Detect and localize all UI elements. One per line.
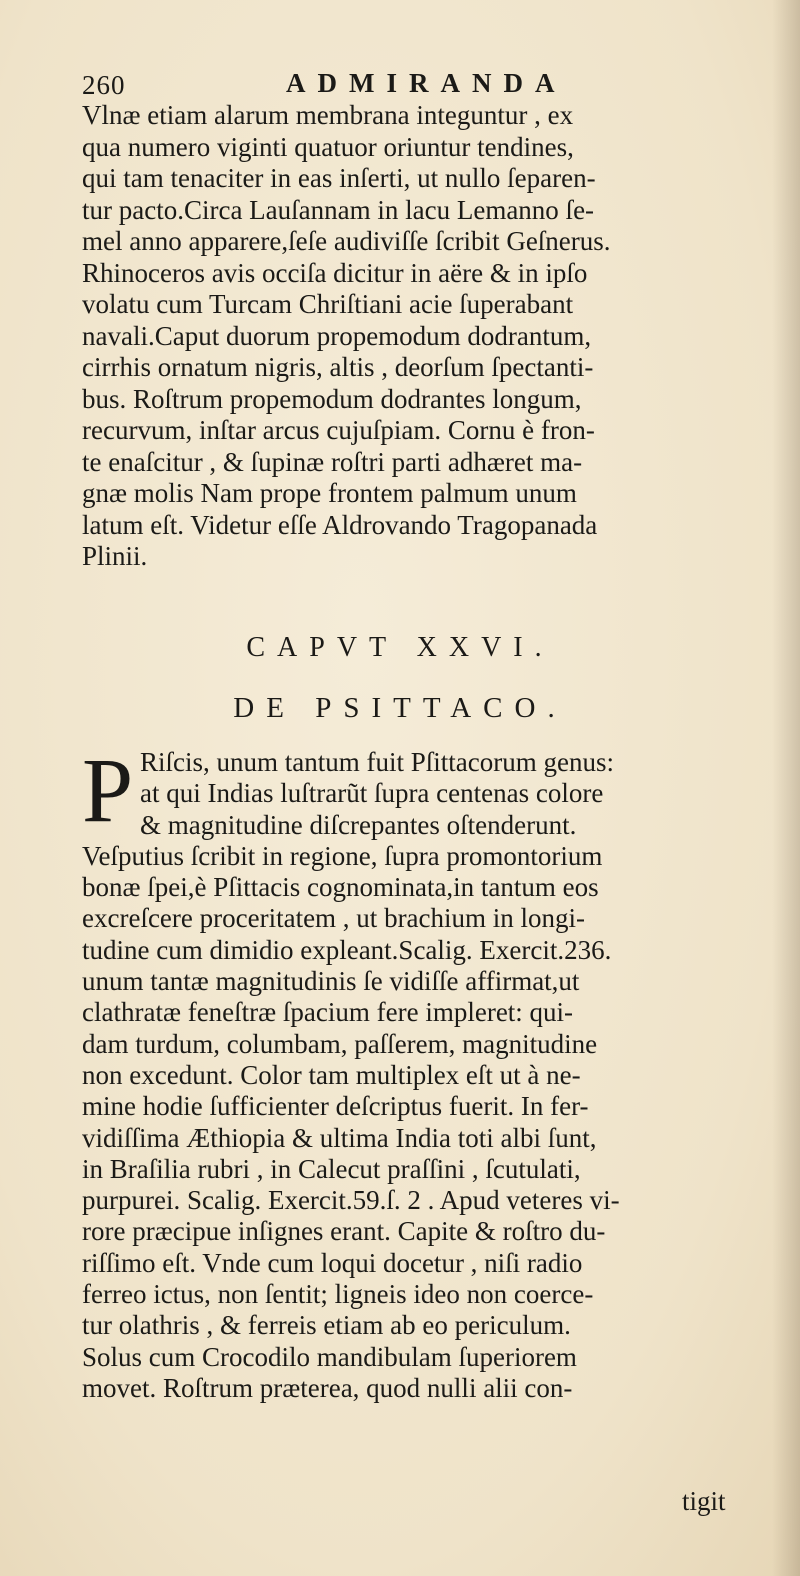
- text-line: qui tam tenaciter in eas inſerti, ut nullo ſeparen-: [82, 163, 596, 193]
- text-line: Solus cum Crocodilo mandibulam ſuperiorem: [82, 1341, 577, 1372]
- text-line: volatu cum Turcam Chriſtiani acie ſuperabant: [82, 289, 574, 319]
- page-edge-shadow: [772, 0, 800, 1576]
- section-1-text: [82, 100, 762, 573]
- text-line: riſſimo eſt. Vnde cum loqui docetur , niſi radio: [82, 1247, 583, 1278]
- text-line: Vlnæ etiam alarum membrana integuntur , ex: [82, 100, 574, 130]
- text-line: non excedunt. Color tam multiplex eſt ut à ne-: [82, 1059, 581, 1090]
- text-line: tur pacto.Circa Lauſannam in lacu Lemanno ſe-: [82, 194, 595, 225]
- page-number: 260: [82, 70, 126, 100]
- text-line: excreſcere proceritatem , ut brachium in longi-: [82, 903, 586, 934]
- text-line: mel anno apparere,ſeſe audiviſſe ſcribit Geſnerus.: [82, 226, 611, 256]
- text-line: dam turdum, columbam, paſſerem, magnitudine: [82, 1028, 598, 1059]
- text-line: rore præcipue inſignes erant. Capite & roſtro du-: [82, 1216, 606, 1247]
- text-line: bonæ ſpei,è Pſittacis cognominata,in tantum eos: [82, 872, 599, 903]
- text-line: at qui Indias luſtrarũt ſupra centenas colore: [140, 778, 604, 809]
- text-line: Rhinoceros avis occiſa dicitur in aëre & in ipſo: [82, 257, 588, 288]
- section-2-text: [82, 747, 772, 1404]
- text-line: mine hodie ſufficienter deſcriptus fuerit. In fer-: [82, 1091, 589, 1122]
- text-line: te enaſcitur , & ſupinæ roſtri parti adhæret ma-: [82, 446, 583, 477]
- text-line: clathratæ feneſtræ ſpacium fere impleret: qui-: [82, 997, 574, 1028]
- text-line: recurvum, inſtar arcus cujuſpiam. Cornu è fron-: [82, 415, 595, 445]
- text-line: bus. Roſtrum propemodum dodrantes longum,: [82, 383, 582, 414]
- text-line: Veſputius ſcribit in regione, ſupra promontorium: [82, 840, 603, 871]
- text-line: cirrhis ornatum nigris, altis , deorſum ſpectanti-: [82, 352, 594, 382]
- text-line: Plinii.: [82, 541, 148, 571]
- text-line: in Braſilia rubri , in Calecut praſſini , ſcutulati,: [82, 1153, 581, 1184]
- text-line: Riſcis, unum tantum fuit Pſittacorum genus:: [140, 747, 614, 777]
- text-line: gnæ molis Nam prope frontem palmum unum: [82, 478, 577, 508]
- text-line: purpurei. Scalig. Exercit.59.ſ. 2 . Apud veteres vi-: [82, 1185, 620, 1216]
- drop-cap: P: [82, 739, 134, 841]
- text-line: vidiſſima Æthiopia & ultima India toti albi ſunt,: [82, 1122, 597, 1153]
- text-line: ferreo ictus, non ſentit; ligneis ideo non coerce-: [82, 1279, 594, 1310]
- text-line: qua numero viginti quatuor oriuntur tendines,: [82, 131, 574, 162]
- chapter-title: CAPVT XXVI.: [246, 632, 554, 663]
- text-line: tudine cum dimidio expleant.Scalig. Exercit.236.: [82, 934, 612, 965]
- text-line: tur olathris , & ferreis etiam ab eo periculum.: [82, 1310, 571, 1341]
- text-line: & magnitudine diſcrepantes oſtenderunt.: [140, 809, 577, 840]
- text-line: navali.Caput duorum propemodum dodrantum,: [82, 320, 592, 351]
- chapter-subtitle: DE PSITTACO.: [233, 692, 567, 724]
- catchword: tigit: [682, 1486, 726, 1516]
- text-line: unum tantæ magnitudinis ſe vidiſſe affirmat,ut: [82, 966, 580, 997]
- text-line: latum eſt. Videtur eſſe Aldrovando Tragopanada: [82, 509, 598, 540]
- text-line: movet. Roſtrum præterea, quod nulli alii con-: [82, 1372, 573, 1403]
- running-head: ADMIRANDA: [286, 68, 567, 98]
